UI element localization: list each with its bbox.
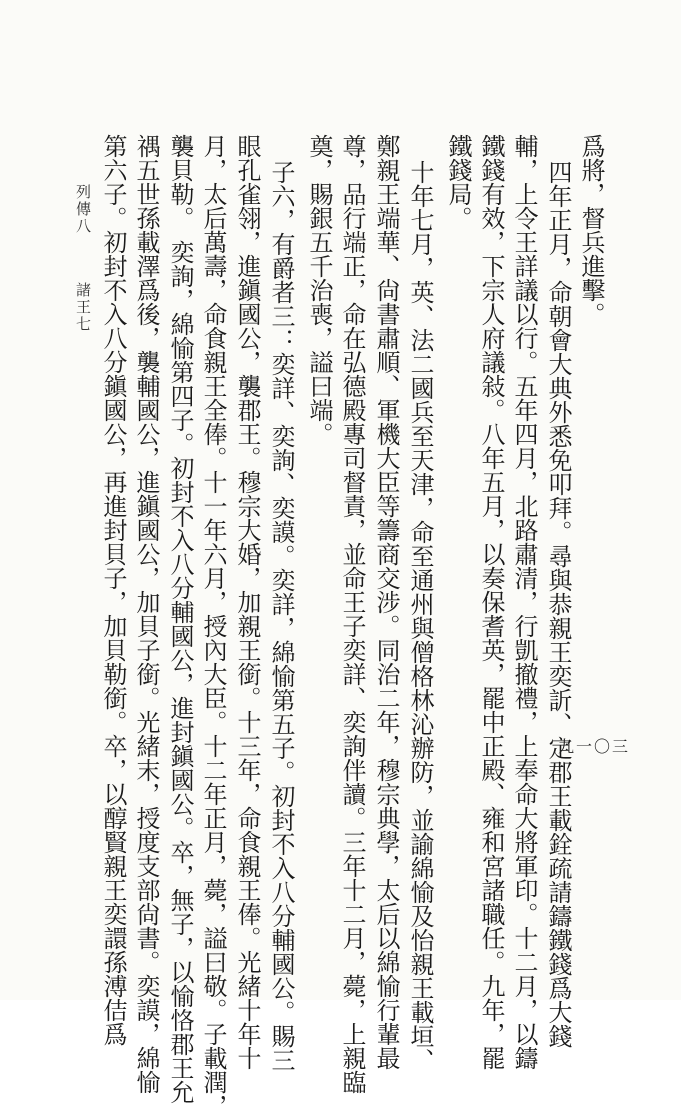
page-number: 九一〇三 xyxy=(558,737,631,756)
running-title: 列傳八 xyxy=(74,184,92,235)
text-column-9: 奠，賜銀五千治喪，謚曰端。 xyxy=(305,134,333,446)
text-column-15: 禑五世孫載澤爲後，襲輔國公，進鎭國公，加貝子銜。光緒末，授度支部尙書。奕謨，綿愉 xyxy=(132,134,160,1094)
text-column-16: 第六子。初封不入八分鎭國公，再進封貝子，加貝勒銜。卒，以醇賢親王奕譞孫溥佶爲 xyxy=(99,134,127,1046)
text-column-11: 眼孔雀翎，進鎭國公，襲郡王。穆宗大婚，加親王銜。十三年，命食親王俸。光緒十年十 xyxy=(233,134,261,1070)
text-column-4: 鐵錢有效，下宗人府議敍。八年五月，以奏保耆英，罷中正殿、雍和宮諸職任。九年，罷 xyxy=(477,134,505,1070)
text-column-14: 奕詢，綿愉第四子。初封不入八分輔國公，進封鎭國公。卒，無子，以愉恪郡王允 xyxy=(166,240,194,1104)
text-column-8: 尊，品行端正，命在弘德殿專司督責，並命王子奕詳、奕詢伴讀。三年十二月，薨，上親臨 xyxy=(338,134,366,1094)
section-title: 諸王七 xyxy=(74,282,92,333)
text-column-2: 四年正月，命朝會大典外悉免叩拜。尋與恭親王奕訢、定郡王載銓疏請鑄鐵錢爲大錢 xyxy=(544,160,572,1048)
text-column-6: 十年七月，英、法二國兵至天津，命至通州與僧格林沁辦防，並諭綿愉及怡親王載垣、 xyxy=(406,160,434,1072)
text-column-10: 子六，有爵者三：奕詳、奕詢、奕謨。奕詳，綿愉第五子。初封不入八分輔國公。賜三 xyxy=(267,160,295,1072)
text-column-13: 襲貝勒。 xyxy=(166,134,194,230)
text-column-7: 鄭親王端華、尙書肅順、軍機大臣等籌商交涉。同治二年，穆宗典學，太后以綿愉行輩最 xyxy=(372,134,400,1070)
text-column-5: 鐵錢局。 xyxy=(444,134,472,230)
text-column-12: 月，太后萬壽，命食親王全俸。十一年六月，授內大臣。十二年正月，薨，謚曰敬。子載潤， xyxy=(199,134,227,1118)
text-column-3: 輔，上令王詳議以行。五年四月，北路肅清，行凱撤禮，上奉命大將軍印。十二月，以鑄 xyxy=(510,134,538,1070)
text-column-1: 爲將，督兵進擊。 xyxy=(577,134,605,326)
